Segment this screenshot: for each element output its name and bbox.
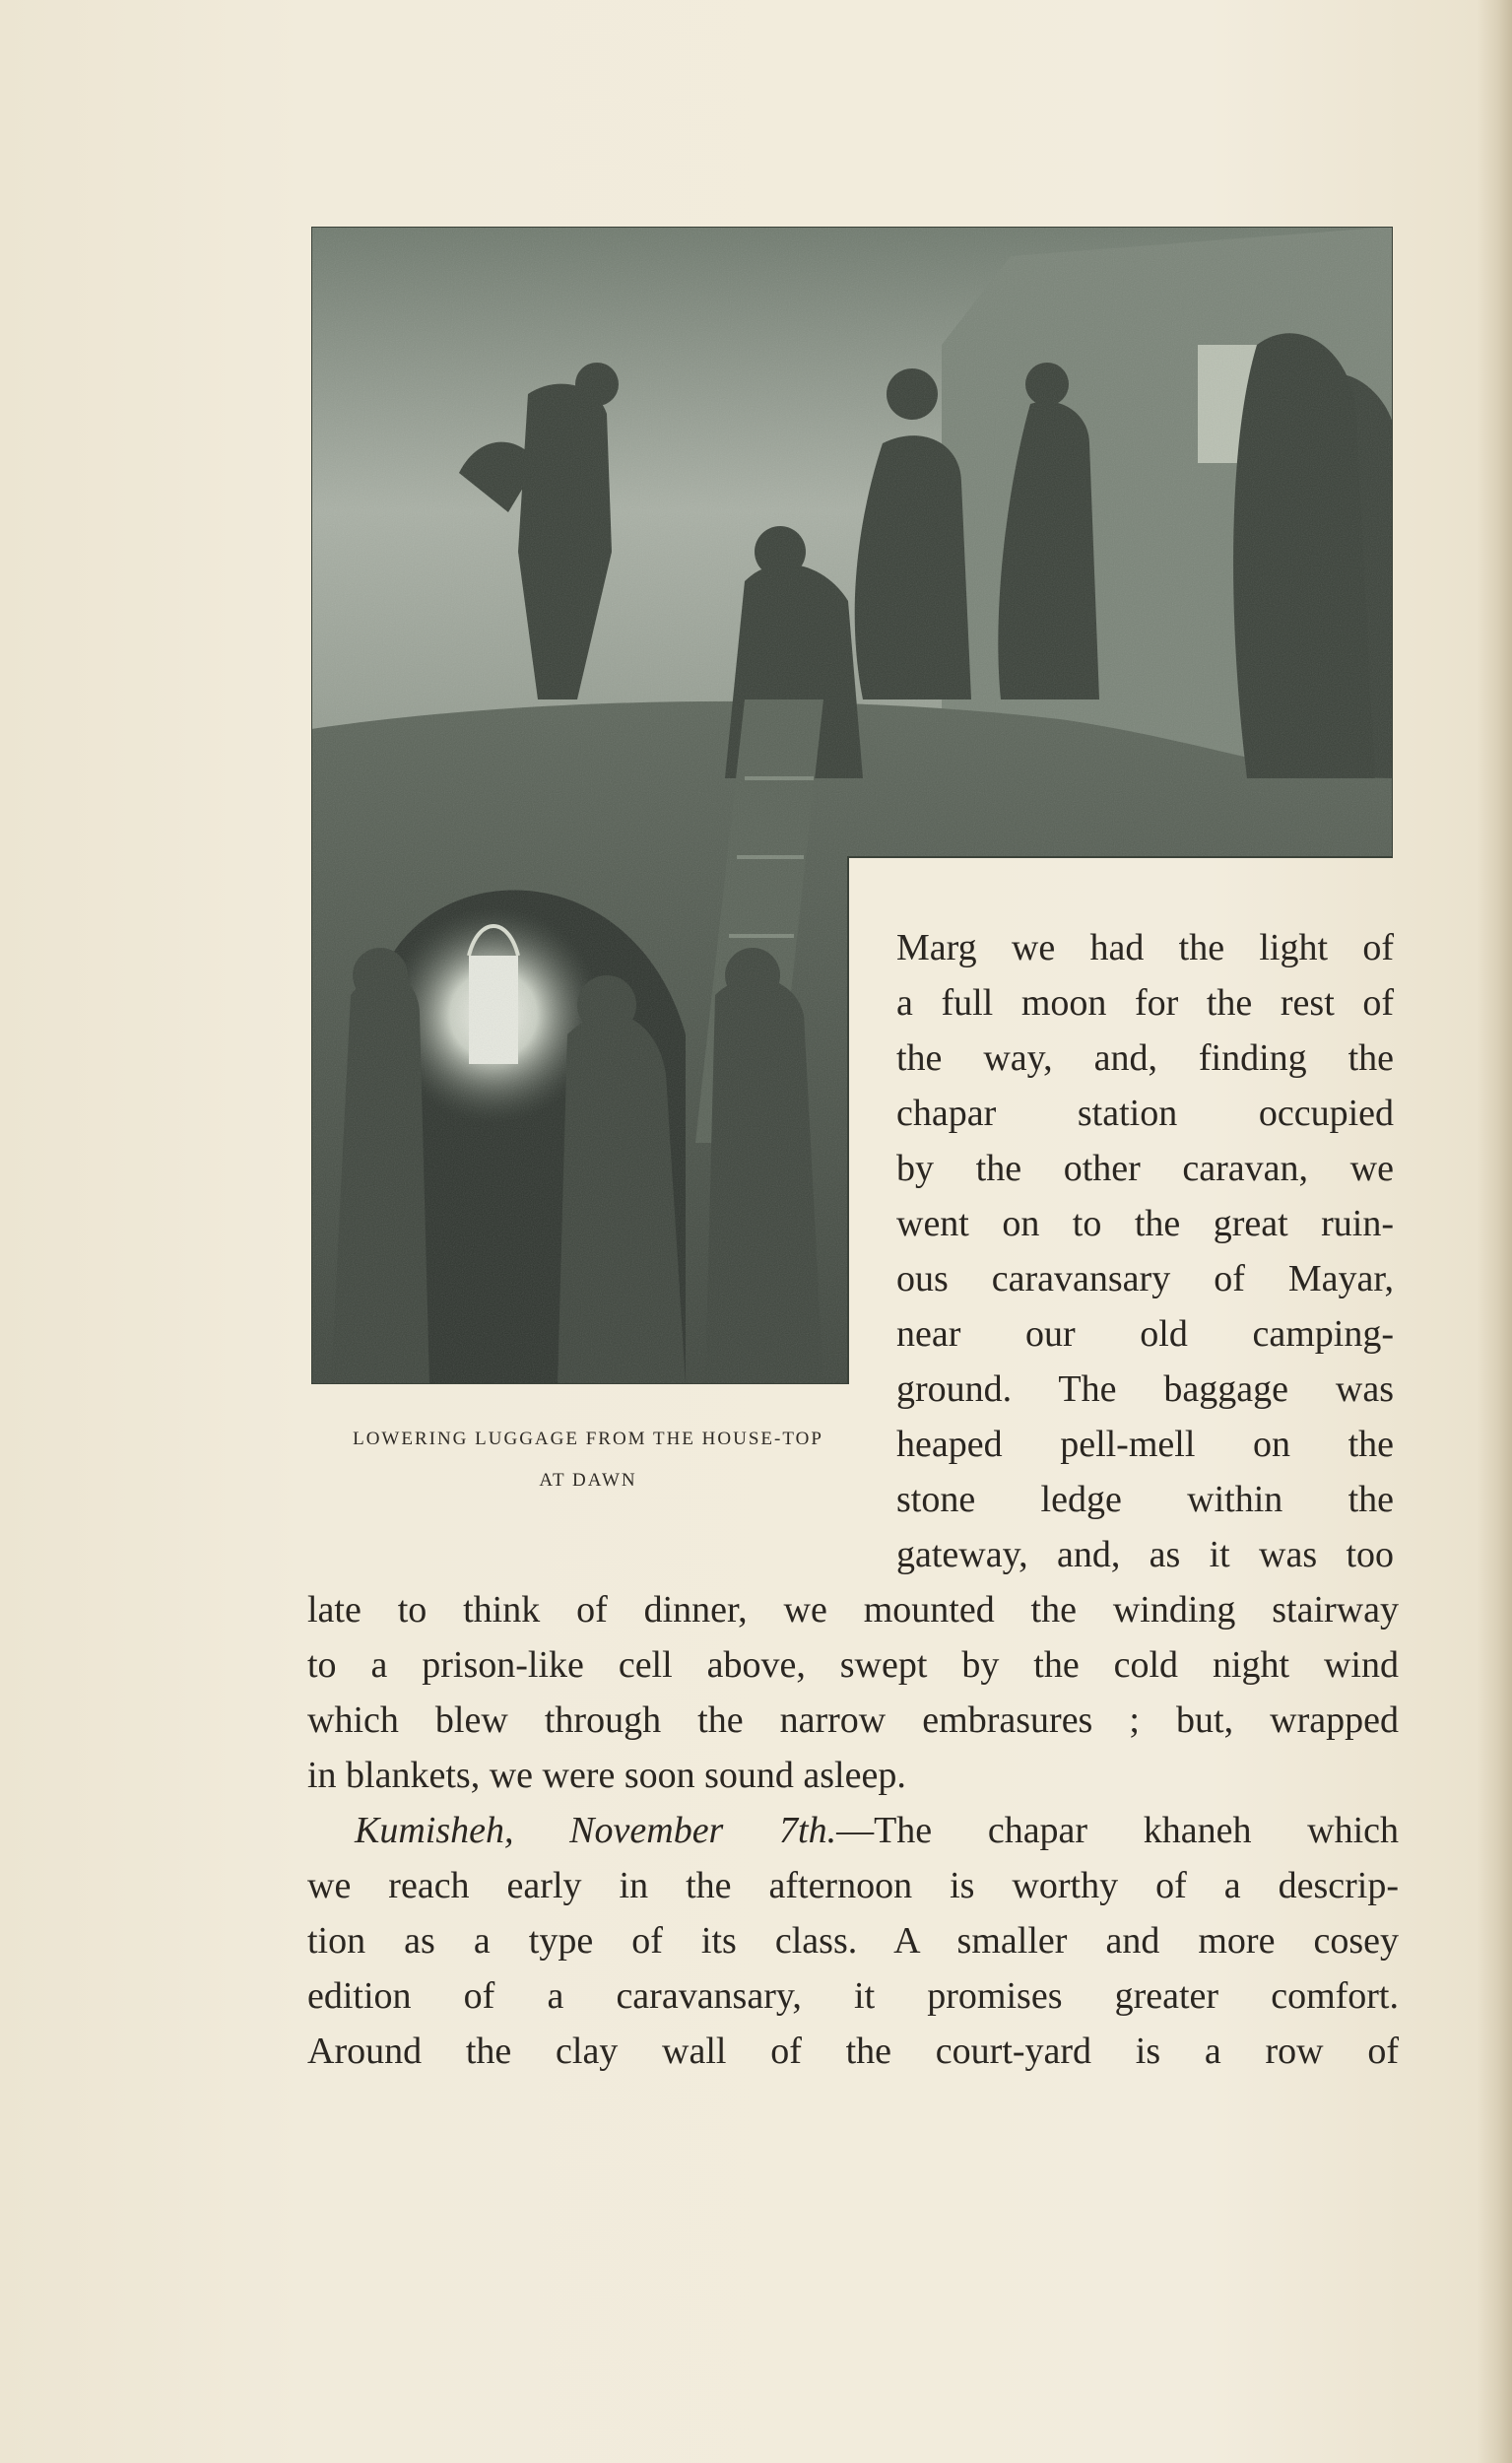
text-line: ground. The baggage was — [896, 1368, 1394, 1410]
text-line: late to think of dinner, we mounted the winding stairway — [307, 1589, 1399, 1631]
text-line: a full moon for the rest of — [896, 982, 1394, 1024]
text-line: we reach early in the afternoon is worthy of a descrip- — [307, 1865, 1399, 1906]
text-line: edition of a caravansary, it promises greater comfort. — [307, 1975, 1399, 2017]
text-line: heaped pell-mell on the — [896, 1424, 1394, 1465]
text-line: by the other caravan, we — [896, 1148, 1394, 1189]
paragraph-opening-line — [355, 1803, 1399, 1858]
entry-place: Kumisheh, — [355, 1810, 514, 1851]
illustration-caption-line-2: AT DAWN — [539, 1470, 637, 1491]
entry-text: —The chapar khaneh which — [836, 1810, 1400, 1851]
text-line: stone ledge within the — [896, 1479, 1394, 1520]
text-line: tion as a type of its class. A smaller and more cosey — [307, 1920, 1399, 1962]
text-line: gateway, and, as it was too — [896, 1534, 1394, 1575]
page-gutter-shadow — [1477, 0, 1512, 2463]
text-line: in blankets, we were soon sound asleep. — [307, 1755, 906, 1796]
text-line: the way, and, finding the — [896, 1037, 1394, 1079]
text-line: chapar station occupied — [896, 1093, 1394, 1134]
text-line: near our old camping- — [896, 1313, 1394, 1355]
text-line: went on to the great ruin- — [896, 1203, 1394, 1244]
illustration-caption-line-1: LOWERING LUGGAGE FROM THE HOUSE-TOP — [353, 1429, 823, 1449]
entry-date: November 7th. — [569, 1810, 837, 1851]
text-line: to a prison-like cell above, swept by the cold night wind — [307, 1644, 1399, 1686]
text-line: Marg we had the light of — [896, 927, 1394, 968]
text-line: which blew through the narrow embrasures ; but, wrapped — [307, 1699, 1399, 1741]
text-line: Around the clay wall of the court-yard is a row of — [307, 2030, 1399, 2072]
text-line: ous caravansary of Mayar, — [896, 1258, 1394, 1299]
